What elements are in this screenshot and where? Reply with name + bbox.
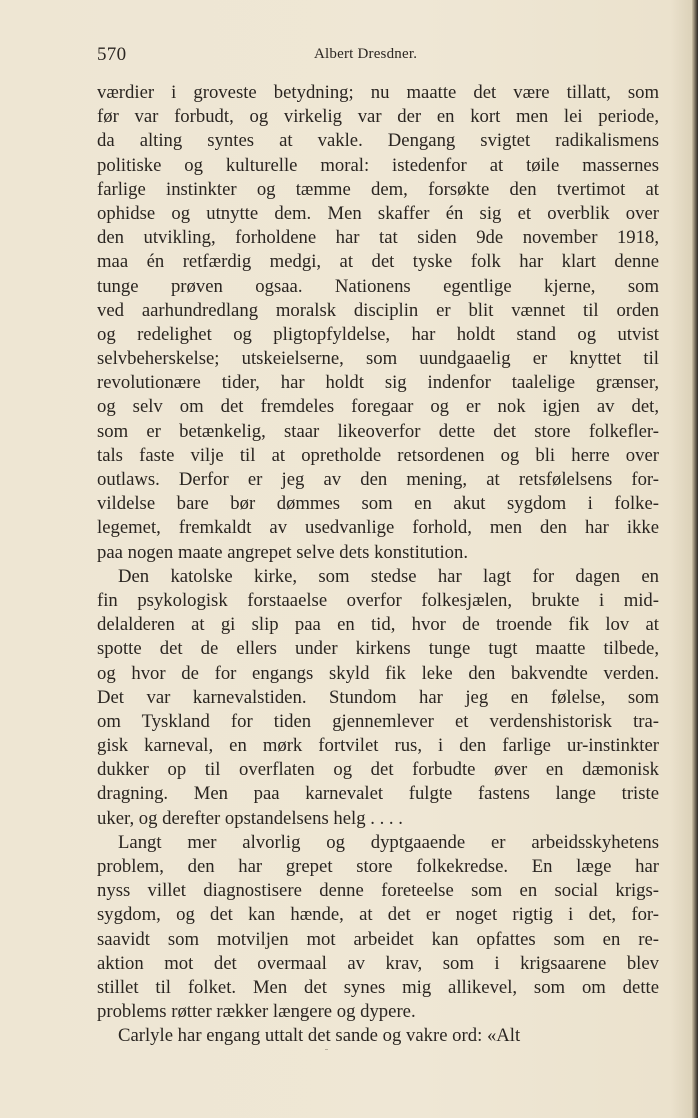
text-line: værdier i groveste betydning; nu maatte det være tillatt, som	[97, 82, 659, 103]
text-line: politiske og kulturelle moral: istedenfor at tøile massernes	[97, 154, 659, 176]
text-line: saavidt som motviljen mot arbeidet kan opfattes som en re-	[97, 928, 659, 950]
text-line: stillet til folket. Men det synes mig allikevel, som om dette	[97, 976, 659, 998]
text-line: Den katolske kirke, som stedse har lagt for dagen en	[118, 565, 659, 587]
paragraph	[97, 565, 659, 831]
text-line: uker, og derefter opstandelsens helg . . . .	[97, 807, 403, 829]
text-line: om Tyskland for tiden gjennemlever et verdenshistorisk tra-	[97, 710, 659, 732]
text-line: legemet, fremkaldt av usedvanlige forhold, men den har ikke	[97, 517, 659, 539]
text-line: fin psykologisk forstaaelse overfor folkesjælen, brukte i mid-	[97, 589, 659, 611]
ink-speck	[325, 1049, 328, 1050]
text-line: nyss villet diagnostisere denne foreteelse som en social krigs-	[97, 880, 659, 902]
text-line: og selv om det fremdeles foregaar og er nok igjen av det,	[97, 396, 659, 418]
text-line: den utvikling, forholdene har tat siden 9de november 1918,	[97, 227, 659, 249]
text-line: gisk karneval, en mørk fortvilet rus, i den farlige ur-instinkter	[97, 735, 659, 757]
page-edge-shadow	[692, 0, 698, 1118]
text-line: dukker op til overflaten og det forbudte øver en dæmonisk	[97, 759, 659, 781]
text-line: spotte det de ellers under kirkens tunge tugt maatte tilbede,	[97, 638, 659, 660]
text-line: ophidse og utnytte dem. Men skaffer én sig et overblik over	[97, 202, 659, 224]
text-line: dragning. Men paa karnevalet fulgte fastens lange triste	[97, 783, 659, 805]
text-line: delalderen at gi slip paa en tid, hvor de troende fik lov at	[97, 614, 659, 636]
text-line: da alting syntes at vakle. Dengang svigtet radikalismens	[97, 130, 659, 152]
text-line: farlige instinkter og tæmme dem, forsøkte den tvertimot at	[97, 178, 659, 200]
body-text	[97, 81, 659, 1049]
text-line: vildelse bare bør dømmes som en akut sygdom i folke-	[97, 493, 659, 515]
text-line: aktion mot det overmaal av krav, som i krigsaarene blev	[97, 952, 659, 974]
text-line: paa nogen maate angrepet selve dets konstitution.	[97, 541, 469, 563]
text-line: og hvor de for engangs skyld fik leke den bakvendte verden.	[97, 662, 659, 684]
text-line: før var forbudt, og virkelig var der en kort men lei periode,	[97, 106, 659, 128]
text-line: outlaws. Derfor er jeg av den mening, at retsfølelsens for-	[97, 469, 659, 490]
running-head: Albert Dresdner.	[314, 46, 418, 62]
text-line: maa én retfærdig medgi, at det tyske folk har klart denne	[97, 251, 659, 273]
text-line: Langt mer alvorlig og dyptgaaende er arbeidsskyhetens	[118, 831, 659, 853]
text-line: selvbeherskelse; utskeielserne, som uundgaaelig er knyttet til	[97, 348, 659, 370]
text-line: sygdom, og det kan hænde, at det er noget rigtig i det, for-	[97, 904, 659, 926]
text-line: ved aarhundredlang moralsk disciplin er blit vænnet til orden	[97, 299, 659, 321]
text-line: problem, den har grepet store folkekredse. En læge har	[97, 856, 659, 877]
text-line: Det var karnevalstiden. Stundom har jeg en følelse, som	[97, 686, 659, 708]
text-line: Carlyle har engang uttalt det sande og vakre ord: «Alt	[118, 1025, 521, 1047]
text-line: revolutionære tider, har holdt sig indenfor taalelige grænser,	[97, 372, 659, 394]
text-line: tals faste vilje til at opretholde retsordenen og bli herre over	[97, 444, 659, 466]
text-line: tunge prøven ogsaa. Nationens egentlige kjerne, som	[97, 275, 659, 297]
paragraph	[97, 1024, 659, 1048]
text-line: problems røtter rækker længere og dypere.	[97, 1001, 416, 1023]
paragraph	[97, 831, 659, 1025]
text-line: som er betænkelig, staar likeoverfor dette det store folkefler-	[97, 420, 659, 442]
paragraph	[97, 81, 659, 565]
page-number: 570	[97, 44, 127, 65]
page-header	[97, 42, 659, 68]
text-line: og redelighet og pligtopfyldelse, har holdt stand og utvist	[97, 323, 659, 345]
